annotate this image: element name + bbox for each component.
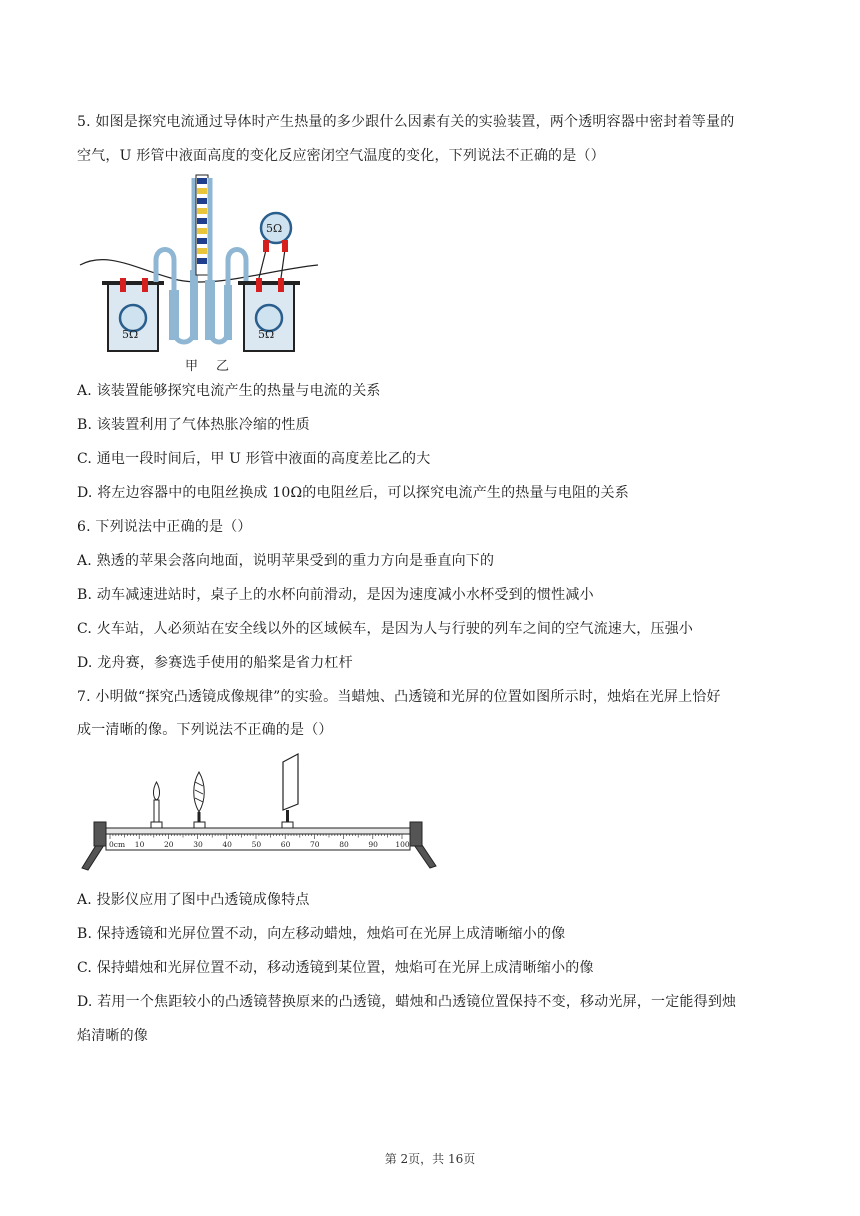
right-tube-label: 乙: [216, 359, 230, 374]
q7-option-a: A. 投影仪应用了图中凸透镜成像特点: [77, 892, 310, 908]
q5-option-b: B. 该装置利用了气体热胀冷缩的性质: [77, 417, 310, 433]
q7-option-d-line-2: 焰清晰的像: [77, 1028, 148, 1044]
q6-option-a: A. 熟透的苹果会落向地面，说明苹果受到的重力方向是垂直向下的: [77, 553, 495, 569]
q6-option-d: D. 龙舟赛，参赛选手使用的船桨是省力杠杆: [77, 655, 353, 671]
ruler-label: 30: [193, 840, 203, 849]
q5-option-a: A. 该装置能够探究电流产生的热量与电流的关系: [77, 383, 381, 399]
light-screen: [282, 754, 298, 828]
left-resistor-label: 5Ω: [122, 328, 139, 341]
q5-joule-heating-apparatus-figure: [78, 170, 323, 376]
q7-option-d-line-1: D. 若用一个焦距较小的凸透镜替换原来的凸透镜，蜡烛和凸透镜位置保持不变，移动光屏，一定能得到烛: [77, 994, 737, 1010]
ruler-label: 100: [395, 840, 410, 849]
ruler-label: 0cm: [109, 840, 126, 849]
ruler-label: 20: [164, 840, 174, 849]
q5-option-c: C. 通电一段时间后，甲 U 形管中液面的高度差比乙的大: [77, 451, 431, 467]
ruler-label: 40: [222, 840, 232, 849]
page-footer: 第 2页，共 16页: [384, 1152, 476, 1166]
ruler-label: 90: [368, 840, 378, 849]
right-resistor-label: 5Ω: [258, 328, 275, 341]
q6-stem-line-1: 6. 下列说法中正确的是（）: [77, 519, 252, 535]
q6-option-b: B. 动车减速进站时，桌子上的水杯向前滑动，是因为速度减小水杯受到的惯性减小: [77, 587, 594, 603]
q6-option-c: C. 火车站，人必须站在安全线以外的区域候车，是因为人与行驶的列车之间的空气流速大，压强小: [77, 621, 694, 637]
ruler-label: 70: [310, 840, 320, 849]
q7-optical-bench-figure: [78, 752, 440, 874]
top-resistor-label: 5Ω: [266, 222, 283, 235]
convex-lens: [194, 772, 205, 828]
q7-option-c: C. 保持蜡烛和光屏位置不动，移动透镜到某位置，烛焰可在光屏上成清晰缩小的像: [77, 960, 594, 976]
q5-stem-line-2: 空气，U 形管中液面高度的变化反应密闭空气温度的变化，下列说法不正确的是（）: [77, 148, 605, 164]
q7-stem-line-1: 7. 小明做“探究凸透镜成像规律”的实验。当蜡烛、凸透镜和光屏的位置如图所示时，烛焰在光屏上恰好: [77, 689, 721, 705]
q7-stem-line-2: 成一清晰的像。下列说法不正确的是（）: [77, 722, 333, 738]
candle: [151, 782, 162, 828]
q5-stem-line-1: 5. 如图是探究电流通过导体时产生热量的多少跟什么因素有关的实验装置，两个透明容器中密封着等量的: [77, 114, 735, 130]
ruler-label: 80: [339, 840, 349, 849]
q5-option-d: D. 将左边容器中的电阻丝换成 10Ω的电阻丝后，可以探究电流产生的热量与电阻的关系: [77, 485, 629, 501]
ruler-label: 60: [280, 840, 291, 849]
left-tube-label: 甲: [185, 359, 199, 374]
q7-option-b: B. 保持透镜和光屏位置不动，向左移动蜡烛，烛焰可在光屏上成清晰缩小的像: [77, 926, 566, 942]
ruler-label: 10: [134, 840, 145, 849]
ruler-label: 50: [251, 840, 262, 849]
